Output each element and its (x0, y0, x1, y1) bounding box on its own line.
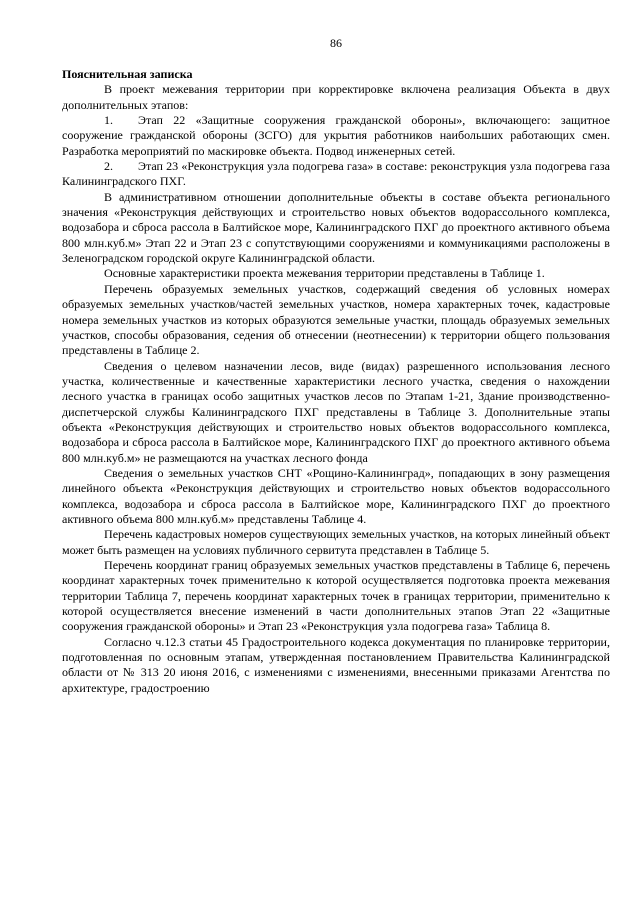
numbered-list-item (62, 159, 610, 190)
paragraph: Перечень кадастровых номеров существующих земельных участков, на которых линейный объект может быть размещен на условиях публичного сервитута представлен в Таблице 5. (62, 527, 610, 557)
list-item-number: 2. (104, 159, 114, 174)
paragraph: Перечень координат границ образуемых земельных участков представлены в Таблице 6, перечень координат характерных точек применительно к которой осуществляется подготовка проекта межевания территории Таблица 7, перечень координат характерных точек в границах территории, применительно к которой осуществляется внесение изменений в части дополнительных этапов Этап 22 «Защитные сооружения гражданской обороны» и Этап 23 «Реконструкция узла подогрева газа» Таблица 8. (62, 558, 610, 634)
list-item-text: Этап 22 «Защитные сооружения гражданской обороны», включающего: защитное сооружение гражданской обороны (ЗСГО) для укрытия работников наибольших работающих смен. Разработка мероприятий по маскировке объекта. Подвод инженерных сетей. (62, 113, 610, 158)
page-number: 86 (330, 36, 342, 50)
section-heading: Пояснительная записка (62, 67, 193, 81)
paragraph: Сведения о целевом назначении лесов, виде (видах) разрешенного использования лесного участка, количественные и качественные характеристики лесного участка, сведения о нахождении лесного участка в границах особо защитных участков лесов по Этапам 1-21, Здание производственно-диспетчерской службы Калининградского ПХГ представлены в Таблице 3. Дополнительные этапы объекта «Реконструкция действующих и строительство новых объектов водорассольного комплекса, водозабора и сброса рассола в Балтийское море, Калининградского ПХГ до проектного активного объема 800 млн.куб.м» не размещаются на участках лесного фонда (62, 358, 610, 465)
paragraph: В административном отношении дополнительные объекты в составе объекта регионального значения «Реконструкция действующих и строительство новых объектов водорассольного комплекса, водозабора и сброса рассола в Балтийское море, Калининградского ПХГ до проектного активного объема 800 млн.куб.м» Этап 22 и Этап 23 с сопутствующими сооружениями и коммуникациями расположены в Зеленоградском городской округе Калининградской области. (62, 189, 610, 266)
paragraph: Перечень образуемых земельных участков, содержащий сведения об условных номерах образуемых земельных участков/частей земельных участков, номера характерных точек, кадастровые номера земельных участков из которых образуются земельные участки, площадь образуемых земельных участков, способы образования, седения об отнесении (неотнесении) к территории общего пользования представлены в Таблице 2. (62, 281, 610, 358)
list-item-number: 1. (104, 113, 114, 128)
numbered-list-item (62, 113, 610, 159)
paragraph: Сведения о земельных участков СНТ «Рощино-Калининград», попадающих в зону размещения линейного объекта «Реконструкция действующих и строительство новых объектов водорассольного комплекса, водозабора и сброса рассола в Балтийское море, Калининградского ПХГ до проектного активного объема 800 млн.куб.м» представлены Таблице 4. (62, 465, 610, 526)
paragraph: В проект межевания территории при корректировке включена реализация Объекта в двух дополнительных этапов: (62, 82, 610, 112)
paragraph: Основные характеристики проекта межевания территории представлены в Таблице 1. (104, 266, 545, 281)
body-text (62, 82, 610, 696)
paragraph: Согласно ч.12.3 статьи 45 Градостроительного кодекса документация по планировке территории, подготовленная по основным этапам, утвержденная постановлением Правительства Калининградской области от № 313 20 июня 2016, с изменениями с изменениями, внесенными приказами Агентства по архитектуре, градостроению (62, 634, 610, 695)
list-item-text: Этап 23 «Реконструкция узла подогрева газа» в составе: реконструкция узла подогрева газа Калининградского ПХГ. (62, 159, 610, 189)
